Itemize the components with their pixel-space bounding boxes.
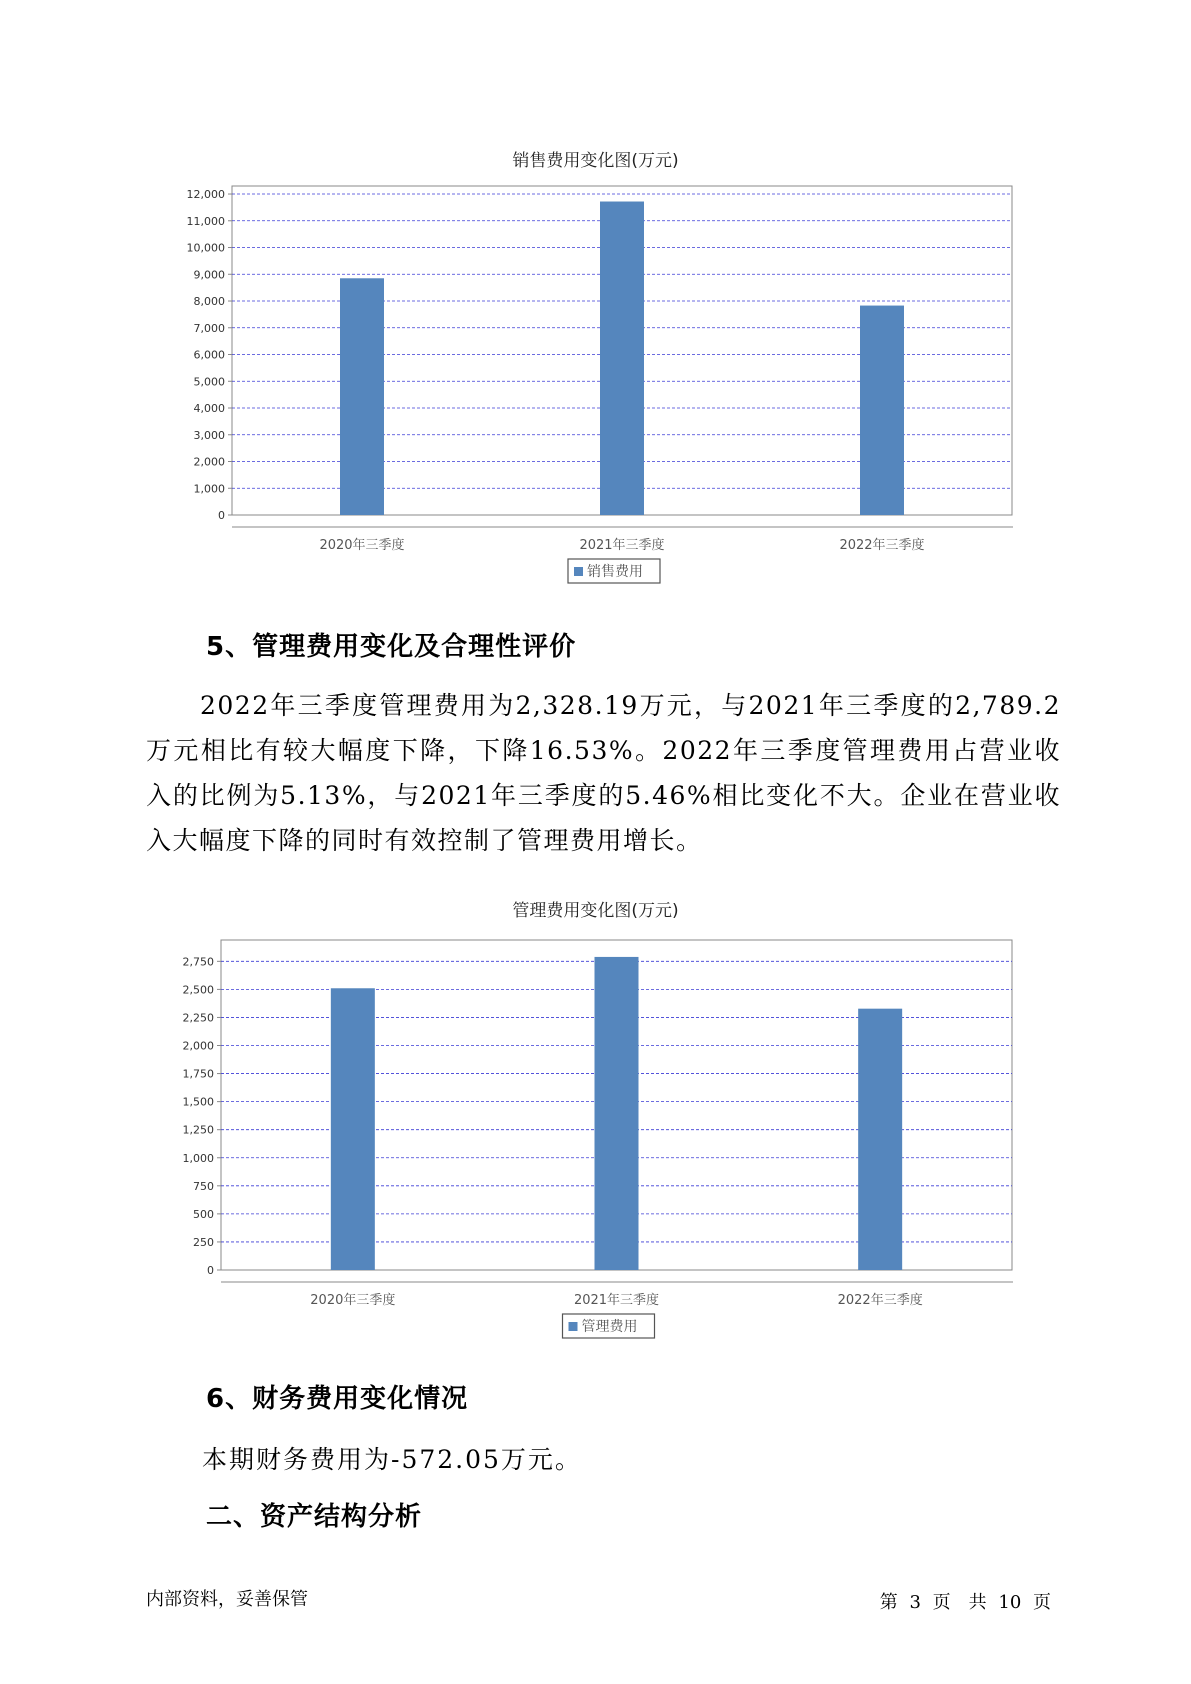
- legend-label: 管理费用: [581, 1319, 638, 1335]
- y-tick-label: 500: [193, 1207, 214, 1221]
- y-tick-label: 250: [193, 1235, 214, 1249]
- x-tick-label: 2022年三季度: [837, 1293, 923, 1308]
- x-tick-label: 2021年三季度: [579, 538, 665, 553]
- y-tick-label: 3,000: [193, 428, 225, 442]
- y-tick-label: 10,000: [186, 241, 225, 255]
- section-two-heading: 二、资产结构分析: [206, 1502, 423, 1532]
- x-tick-label: 2020年三季度: [310, 1293, 396, 1308]
- legend-swatch: [569, 1322, 578, 1331]
- legend-label: 销售费用: [587, 564, 643, 580]
- y-tick-label: 2,250: [182, 1011, 214, 1025]
- x-tick-label: 2021年三季度: [573, 1293, 660, 1308]
- bar: [331, 988, 375, 1270]
- y-tick-label: 1,000: [182, 1151, 214, 1165]
- footer-confidential-note: 内部资料，妥善保管: [146, 1589, 308, 1610]
- x-tick-label: 2020年三季度: [319, 538, 405, 553]
- bar: [858, 1009, 902, 1270]
- y-tick-label: 0: [207, 1264, 214, 1277]
- y-tick-label: 2,000: [193, 455, 225, 469]
- bar: [595, 957, 639, 1270]
- footer-page-number: 第 3 页 共 10 页: [879, 1592, 1051, 1613]
- admin-chart-title: 管理费用变化图(万元): [512, 901, 679, 921]
- y-tick-label: 12,000: [186, 188, 225, 202]
- y-tick-label: 0: [218, 509, 225, 522]
- y-tick-label: 9,000: [193, 268, 225, 282]
- y-tick-label: 750: [193, 1179, 214, 1193]
- admin-expense-chart: [0, 920, 1191, 1360]
- y-tick-label: 2,500: [182, 983, 214, 997]
- legend-swatch: [574, 567, 583, 576]
- y-tick-label: 6,000: [193, 348, 225, 362]
- y-tick-label: 1,750: [182, 1067, 214, 1081]
- bar: [600, 202, 644, 515]
- sales-chart-title: 销售费用变化图(万元): [512, 151, 679, 171]
- y-tick-label: 4,000: [193, 402, 225, 416]
- y-tick-label: 8,000: [193, 295, 225, 309]
- y-tick-label: 5,000: [193, 375, 225, 389]
- y-tick-label: 11,000: [186, 214, 225, 228]
- y-tick-label: 2,750: [182, 955, 214, 969]
- section-5-heading: 5、管理费用变化及合理性评价: [206, 632, 577, 662]
- y-tick-label: 1,500: [182, 1095, 214, 1109]
- sales-expense-chart: [0, 170, 1191, 610]
- y-tick-label: 7,000: [193, 321, 225, 335]
- bar: [340, 278, 384, 515]
- y-tick-label: 1,250: [182, 1123, 214, 1137]
- y-tick-label: 1,000: [193, 482, 225, 496]
- section-5-paragraph: 2022年三季度管理费用为2,328.19万元，与2021年三季度的2,789.2万元相比有较大幅度下降，下降16.53%。2022年三季度管理费用占营业收入的比例为5.13%，与2021年三季度的5.46%相比变化不大。企业在营业收入大幅度下降的同时有效控制了管理费用增长。: [146, 691, 1061, 855]
- x-tick-label: 2022年三季度: [839, 538, 925, 553]
- y-tick-label: 2,000: [182, 1039, 214, 1053]
- section-6-paragraph: 本期财务费用为-572.05万元。: [202, 1445, 582, 1474]
- bar: [860, 306, 904, 515]
- section-6-heading: 6、财务费用变化情况: [206, 1384, 469, 1414]
